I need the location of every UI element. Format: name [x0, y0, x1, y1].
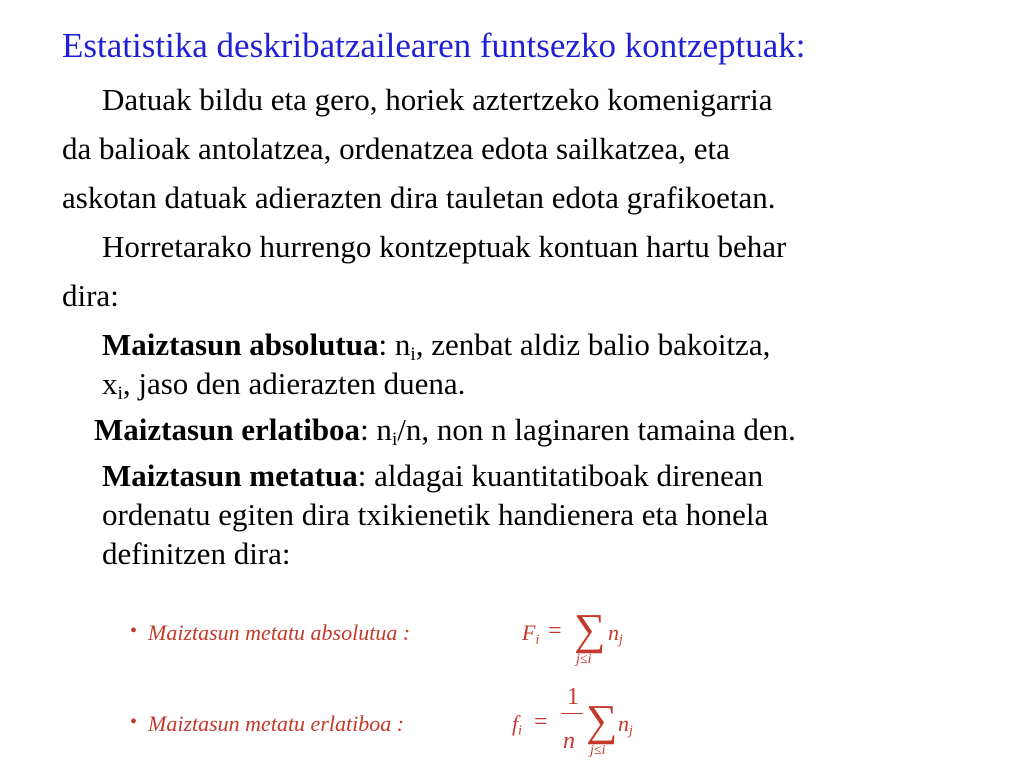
formula2-lhs: $f_i$	[512, 711, 522, 738]
def-absolute-line1	[102, 327, 770, 363]
fraction-bar	[561, 713, 583, 714]
def-absolute-sep: : n	[378, 327, 411, 362]
def-cumulative-term: Maiztasun metatua	[102, 458, 358, 493]
formula2-numerator: 1	[567, 684, 579, 710]
bullet-icon: •	[130, 711, 138, 733]
def-relative-line	[94, 412, 796, 448]
formula2-term: $n_j$	[618, 711, 633, 738]
para2-line1: Horretarako hurrengo kontzeptuak kontuan hartu behar	[102, 229, 787, 264]
formula2-label: Maiztasun metatu erlatiboa :	[148, 711, 405, 736]
slide-title: Estatistika deskribatzailearen funtsezko kontzeptuak:	[62, 26, 806, 65]
def-relative-sep: : n	[360, 412, 392, 447]
para1-line1: Datuak bildu eta gero, horiek aztertzeko komenigarria	[102, 82, 773, 117]
bullet-icon: •	[130, 620, 138, 642]
def-absolute-x-sub: i	[117, 382, 123, 404]
def-cumulative-line1	[102, 458, 763, 494]
para1-line2: da balioak antolatzea, ordenatzea edota sailkatzea, eta	[62, 131, 730, 166]
def-cumulative-rest: : aldagai kuantitatiboak direnean	[357, 458, 764, 493]
def-cumulative-line3: definitzen dira:	[102, 536, 291, 571]
formula2-limit: j≤i	[590, 743, 606, 758]
formula1-label: Maiztasun metatu absolutua :	[148, 620, 411, 645]
def-absolute-term: Maiztasun absolutua	[102, 327, 379, 362]
para1-line3: askotan datuak adierazten dira tauletan edota grafikoetan.	[62, 180, 776, 215]
def-relative-term: Maiztasun erlatiboa	[94, 412, 361, 447]
def-absolute-x: x	[102, 366, 118, 401]
formula2-denominator: n	[563, 728, 575, 754]
def-absolute-rest: , zenbat aldiz balio bakoitza,	[415, 327, 771, 362]
def-absolute-line2-rest: , jaso den adierazten duena.	[122, 366, 466, 401]
def-absolute-sub: i	[410, 343, 416, 365]
para2-line2: dira:	[62, 278, 119, 313]
def-relative-rest: /n, non n laginaren tamaina den.	[397, 412, 796, 447]
def-cumulative-line2: ordenatu egiten dira txikienetik handienera eta honela	[102, 497, 769, 532]
def-relative-sub: i	[391, 428, 398, 450]
def-absolute-line2	[102, 366, 465, 402]
formula1-limit: j≤i	[576, 652, 592, 667]
formula2-sum-icon: ∑	[586, 696, 618, 745]
formula1-lhs: $F_i$	[522, 620, 540, 647]
formula2-eq: =	[534, 709, 548, 735]
formula1-term: $n_j$	[608, 620, 623, 647]
formula1-sum-icon: ∑	[574, 605, 606, 654]
formula1-eq: =	[548, 618, 562, 644]
